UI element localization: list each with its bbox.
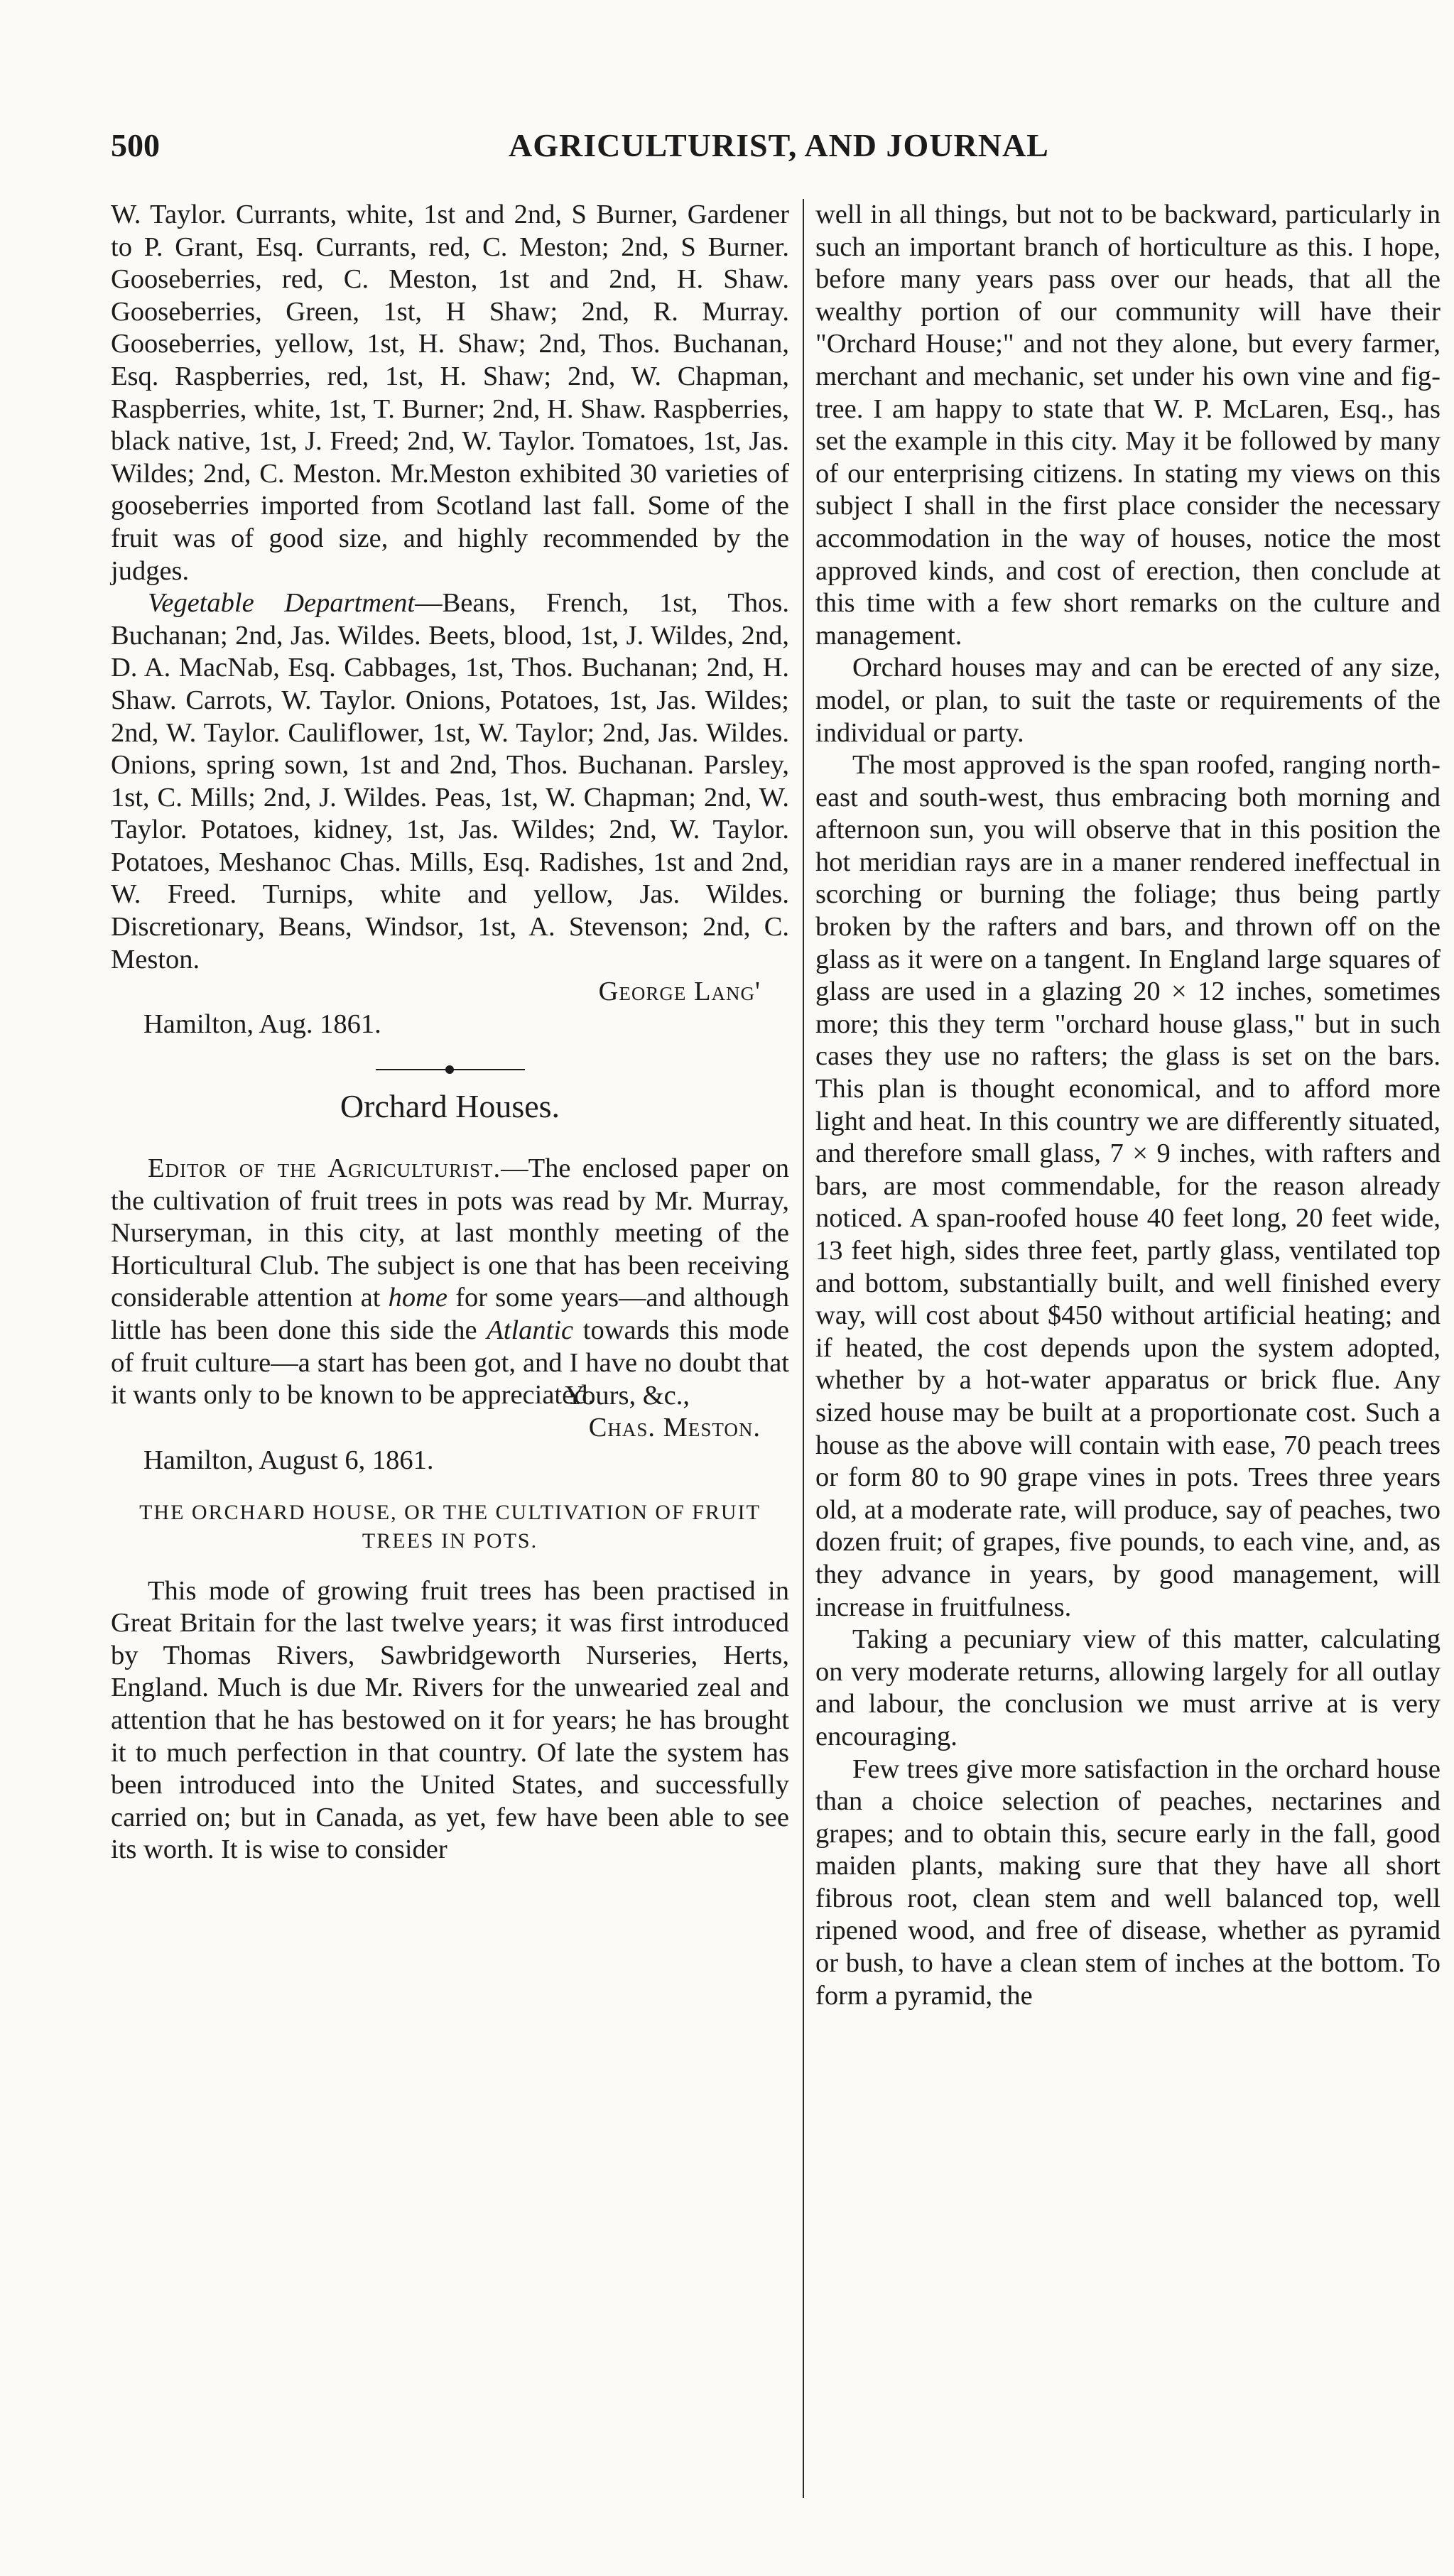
page-header [111,126,1418,183]
article-paragraph-6: Few trees give more satisfaction in the orchard house than a choice selection of peaches, nectarines and grapes; and to obtain this, secure early in the fall, good maiden plants, making sure that they have all short fibrous root, clean stem and well balanced top, well ripened wood, and free of disease, whether as pyramid or bush, to have a clean stem of inches at the bottom. To form a pyramid, the [815,1754,1441,2011]
editor-text-2: for some years—and although little has been done this side the [111,1283,789,1345]
editor-atlantic: Atlantic [487,1315,574,1345]
right-column [815,199,1441,2491]
editor-text-1: —The enclosed paper on the cultivation of fruit trees in pots was read by Mr. Murray, Nurseryman, in this city, at last monthly meeting of the Horticultural Club. The subject is one that has been receiving considerable attention at [111,1153,790,1313]
signature-chas-meston: Chas. Meston. [588,1413,761,1443]
article-paragraph-2: well in all things, but not to be backward, particularly in such an important branch of horticulture as this. I hope, before many years pass over our heads, that all the wealthy portion of our community will have their "Orchard House;" and not they alone, but every farmer, merchant and mechanic, set under his own vine and fig-tree. I am happy to state that W. P. McLaren, Esq., has set the example in this city. May it be followed by many of our enterprising citizens. In stating my views on this subject I shall in the first place consider the necessary accommodation in the way of houses, notice the most approved kinds, and cost of erection, then conclude at this time with a few short remarks on the culture and management. [815,200,1441,651]
dateline-2: Hamilton, August 6, 1861. [143,1445,434,1475]
section-divider [376,1065,525,1075]
running-head: AGRICULTURIST, AND JOURNAL [509,127,1049,163]
section-title: Orchard Houses. [340,1088,560,1125]
dateline-1: Hamilton, Aug. 1861. [143,1009,381,1039]
vegetable-department-label: Vegetable Department [148,588,416,619]
article-subheading: THE ORCHARD HOUSE, OR THE CULTIVATION OF FRUIT TREES IN POTS. [139,1500,761,1553]
article-paragraph-4: The most approved is the span roofed, ranging north-east and south-west, thus embracing both morning and afternoon sun, you will observe that in this position the hot meridian rays are in a maner rendered ineffectual in scorching or burning the foliage; thus being partly broken by the rafters and bars, and thrown off on the glass as it were on a tangent. In England large squares of glass are used in a glazing 20 × 12 inches, sometimes more; this they term "orchard house glass," but in such cases they use no rafters; the glass is set on the bars. This plan is thought economical, and to afford more light and heat. In this country we are differently situated, and therefore small glass, 7 × 9 inches, with rafters and bars, are most commendable, for the reason already noticed. A span-roofed house 40 feet long, 20 feet wide, 13 feet high, sides three feet, partly glass, ventilated top and bottom, substantially built, and well finished every way, will cost about $450 without artificial heating; and if heated, the cost depends upon the system adopted, whether by a hot-water apparatus or brick flue. Any sized house may be built at a proportionate cost. Such a house as the above will contain with ease, 70 peach trees or form 80 to 90 grape vines in pots. Trees three years old, at a moderate rate, will produce, say of peaches, two dozen fruit; of grapes, five pounds, to each vine, and, as they advance in years, by good management, will increase in fruitfulness. [815,750,1441,1622]
editor-salutation: Editor of the Agriculturist. [148,1153,501,1184]
vegetable-department-paragraph [111,587,789,976]
editor-letter [111,1153,789,1412]
left-column [111,199,789,2491]
article-paragraph-3: Orchard houses may and can be erected of any size, model, or plan, to suit the taste or requirements of the individual or party. [815,653,1441,748]
article-paragraph-5: Taking a pecuniary view of this matter, calculating on very moderate returns, allowing largely for all outlay and labour, the conclusion we must arrive at is very encouraging. [815,1624,1441,1751]
page-number: 500 [111,127,160,163]
fruit-prize-list: W. Taylor. Currants, white, 1st and 2nd, S Burner, Gardener to P. Grant, Esq. Currants, red, C. Meston; 2nd, S Burner. Gooseberries, red, C. Meston, 1st and 2nd, H. Shaw. Gooseberries, Green, 1st, H Shaw; 2nd, R. Murray. Gooseberries, yellow, 1st, H. Shaw; 2nd, Thos. Buchanan, Esq. Raspberries, red, 1st, H. Shaw; 2nd, W. Chapman, Raspberries, white, 1st, T. Burner; 2nd, H. Shaw. Raspberries, black native, 1st, J. Freed; 2nd, W. Taylor. Tomatoes, 1st, Jas. Wildes; 2nd, C. Meston. Mr.Meston exhibited 30 varieties of gooseberries imported from Scotland last fall. Some of the fruit was of good size, and highly recommended by the judges. [111,200,789,586]
editor-text-3: towards this mode of fruit culture—a start has been got, and I have no doubt that it wants only to be known to be appreciated. [111,1315,789,1411]
yours-closing: Yours, &c., [565,1380,690,1411]
vegetable-department-text: —Beans, French, 1st, Thos. Buchanan; 2nd, Jas. Wildes. Beets, blood, 1st, J. Wildes, 2nd, D. A. MacNab, Esq. Cabbages, 1st, Thos. Buchanan; 2nd, H. Shaw. Carrots, W. Taylor. Onions, Potatoes, 1st, Jas. Wildes; 2nd, W. Taylor. Cauliflower, 1st, W. Taylor; 2nd, Jas. Wildes. Onions, spring sown, 1st and 2nd, Thos. Buchanan. Parsley, 1st, C. Mills; 2nd, J. Wildes. Peas, 1st, W. Chapman; 2nd, W. Taylor. Potatoes, kidney, 1st, Jas. Wildes; 2nd, W. Taylor. Potatoes, Meshanoc Chas. Mills, Esq. Radishes, 1st and 2nd, W. Freed. Turnips, white and yellow, Jas. Wildes. Discretionary, Beans, Windsor, 1st, A. Stevenson; 2nd, C. Meston. [111,588,789,974]
column-rule [803,199,804,2498]
signature-george-lang: George Lang' [598,977,761,1007]
article-paragraph-1: This mode of growing fruit trees has been practised in Great Britain for the last twelve years; it was first introduced by Thomas Rivers, Sawbridgeworth Nurseries, Herts, England. Much is due Mr. Rivers for the unwearied zeal and attention that he has bestowed on it for years; he has brought it to much perfection in that country. Of late the system has been introduced into the United States, and successfully carried on; but in Canada, as yet, few have been able to see its worth. It is wise to consider [111,1575,789,1865]
editor-home: home [388,1283,448,1313]
